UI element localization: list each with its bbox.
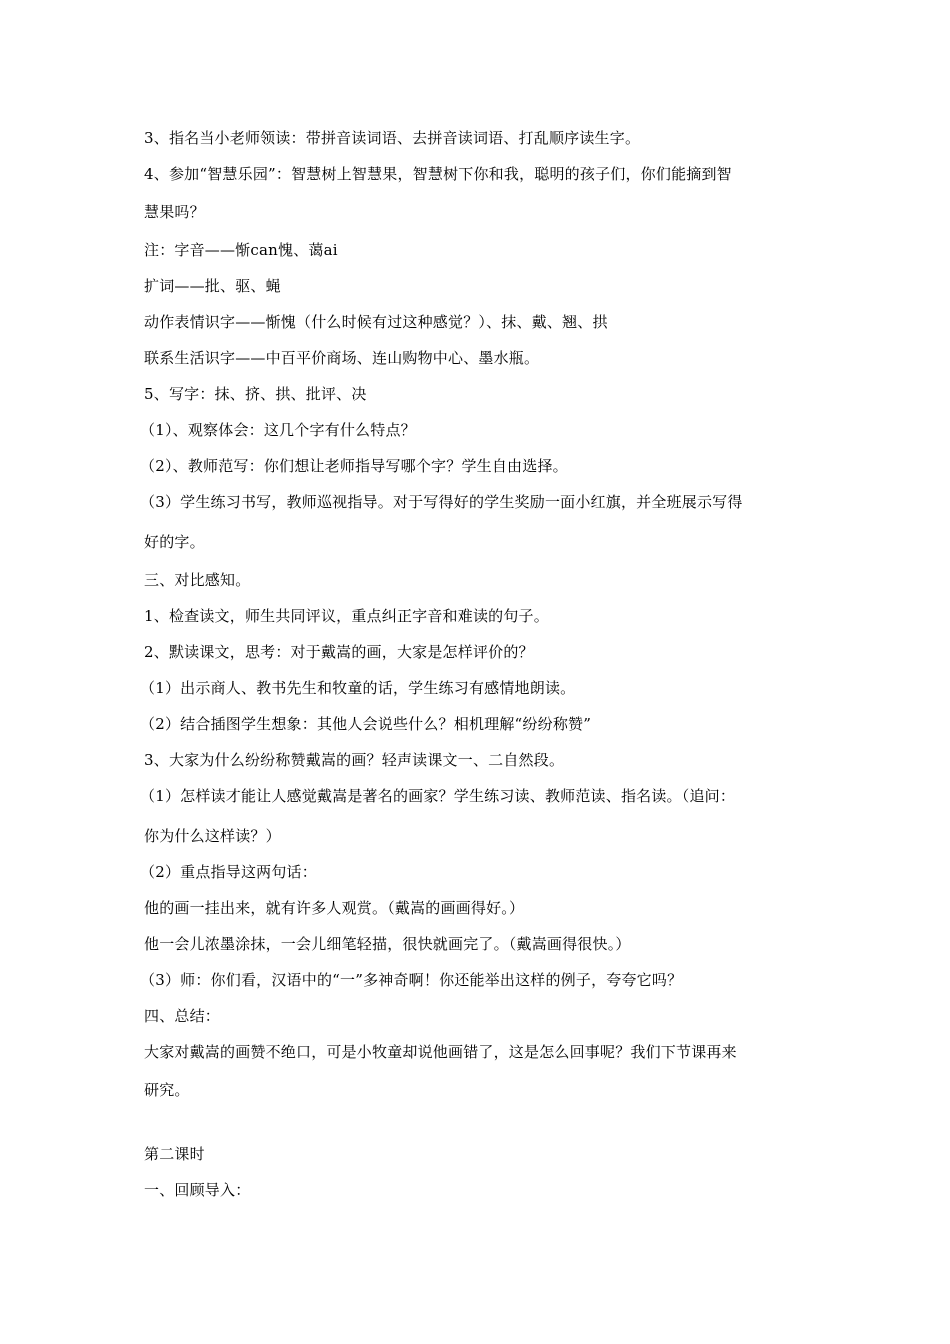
text-line: （2）、教师范写：你们想让老师指导写哪个字？学生自由选择。 — [140, 457, 568, 475]
text-line: （3）学生练习书写，教师巡视指导。对于写得好的学生奖励一面小红旗，并全班展示写得 — [140, 493, 743, 511]
text-line: 5、写字：抹、挤、拱、批评、决 — [144, 385, 367, 403]
text-line: （2）结合插图学生想象：其他人会说些什么？相机理解“纷纷称赞” — [140, 715, 592, 733]
text-line: 注：字音——惭can愧、蔼ai — [144, 241, 338, 259]
text-line: 好的字。 — [144, 533, 205, 551]
text-line: 你为什么这样读？） — [144, 827, 281, 845]
text-line: （1）出示商人、教书先生和牧童的话，学生练习有感情地朗读。 — [140, 679, 576, 697]
text-line: 4、参加“智慧乐园”：智慧树上智慧果，智慧树下你和我，聪明的孩子们，你们能摘到智 — [144, 165, 732, 183]
text-line: 2、默读课文，思考：对于戴嵩的画，大家是怎样评价的？ — [144, 643, 534, 661]
text-line: 慧果吗？ — [144, 203, 205, 221]
text-line: 他的画一挂出来，就有许多人观赏。（戴嵩的画画得好。） — [144, 899, 525, 917]
text-line: 研究。 — [144, 1081, 190, 1099]
text-line: （1）、观察体会：这几个字有什么特点？ — [140, 421, 416, 439]
text-line: 扩词——批、驱、蝇 — [144, 277, 281, 295]
text-line: （1）怎样读才能让人感觉戴嵩是著名的画家？学生练习读、教师范读、指名读。（追问： — [140, 787, 736, 805]
text-line: （3）师：你们看，汉语中的“一”多神奇啊！你还能举出这样的例子，夸夸它吗？ — [140, 971, 683, 989]
text-line: 动作表情识字——惭愧（什么时候有过这种感觉？）、抹、戴、翘、拱 — [144, 313, 608, 331]
section-heading: 四、总结： — [144, 1007, 221, 1025]
text-line: 3、指名当小老师领读：带拼音读词语、去拼音读词语、打乱顺序读生字。 — [144, 129, 641, 147]
text-line: 他一会儿浓墨涂抹，一会儿细笔轻描，很快就画完了。（戴嵩画得很快。） — [144, 935, 631, 953]
section-heading: 三、对比感知。 — [144, 571, 251, 589]
text-line: 3、大家为什么纷纷称赞戴嵩的画？轻声读课文一、二自然段。 — [144, 751, 565, 769]
text-line: 1、检查读文，师生共同评议，重点纠正字音和难读的句子。 — [144, 607, 549, 625]
section-heading: 一、回顾导入： — [144, 1181, 251, 1199]
text-line: 大家对戴嵩的画赞不绝口，可是小牧童却说他画错了，这是怎么回事呢？我们下节课再来 — [144, 1043, 737, 1061]
lesson-heading: 第二课时 — [144, 1145, 205, 1163]
text-line: 联系生活识字——中百平价商场、连山购物中心、墨水瓶。 — [144, 349, 540, 367]
text-line: （2）重点指导这两句话： — [140, 863, 317, 881]
